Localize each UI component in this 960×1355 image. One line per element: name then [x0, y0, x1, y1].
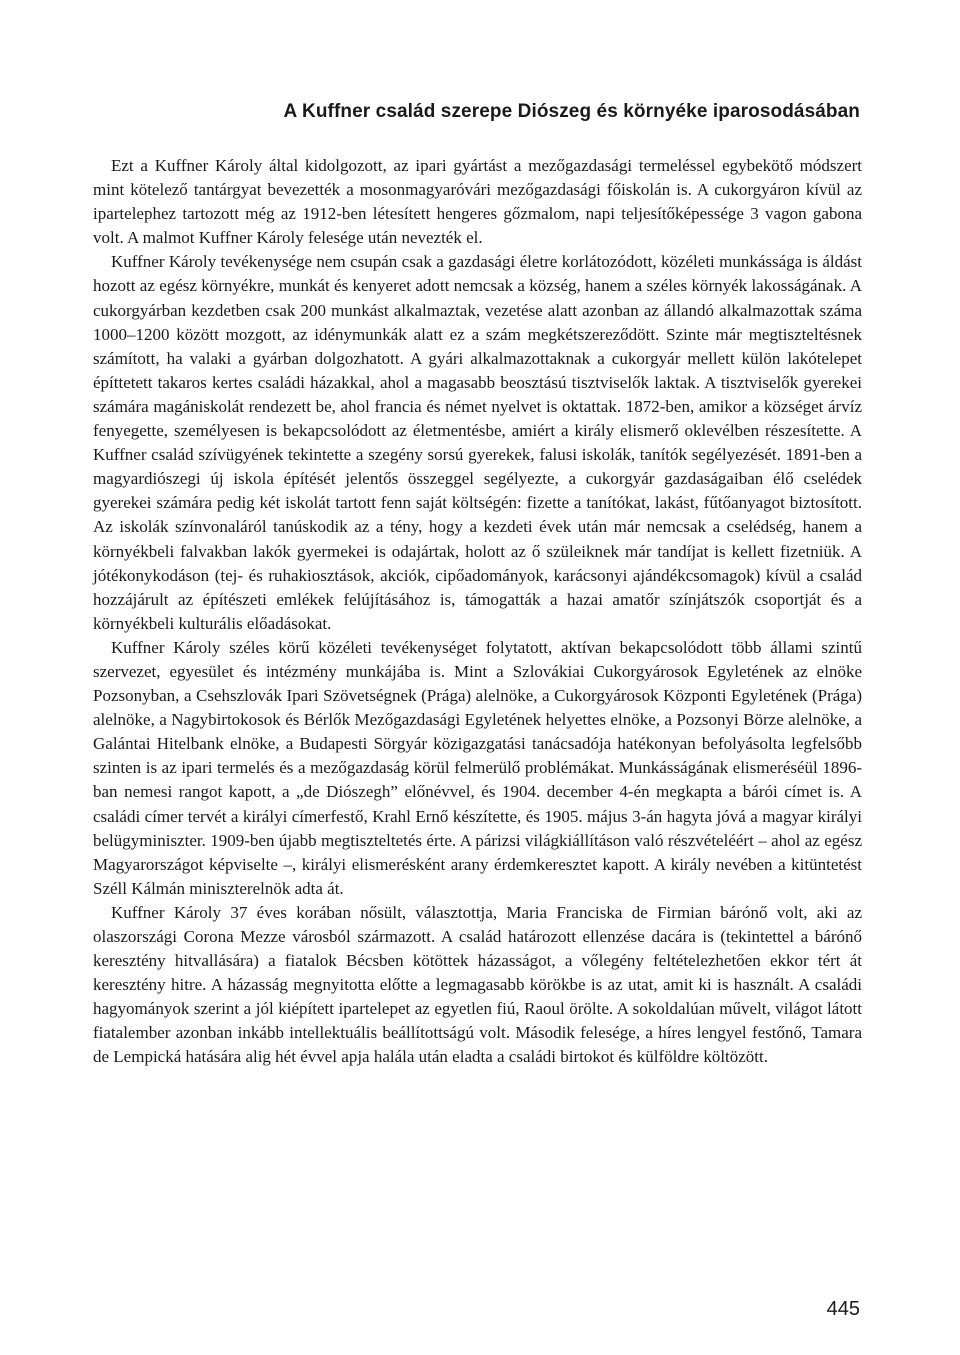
page-title: A Kuffner család szerepe Diószeg és környéke iparosodásában: [283, 101, 860, 122]
page-number: 445: [826, 1298, 860, 1320]
paragraph: Kuffner Károly 37 éves korában nősült, választottja, Maria Franciska de Firmian bárónő volt, aki az olaszországi Corona Mezze városból származott. A család határozott ellenzése dacára is (tekintettel a bárónő keresztény hitvallására) a fiatalok Bécsben kötöttek házasságot, a vőlegény feltételezhetően ekkor tért át keresztény hitre. A házasság megnyitotta előtte a legmagasabb körökbe is az utat, amit ki is használt. A családi hagyományok szerint a jól kiépített ipartelepet az egyetlen fiú, Raoul örölte. A sokoldalúan művelt, világot látott fiatalember azonban inkább intellektuális beállítottságú volt. Második felesége, a híres lengyel festőnő, Tamara de Lempická hatására alig hét évvel apja halála után eladta a családi birtokot és külföldre költözött.: [93, 902, 862, 1067]
paragraph: Ezt a Kuffner Károly által kidolgozott, az ipari gyártást a mezőgazdasági termeléssel egybekötő módszert mint kötelező tantárgyat bevezették a mosonmagyaróvári mezőgazdasági főiskolán is. A cukorgyáron kívül az ipartelephez tartozott még az 1912-ben létesített hengeres gőzmalom, napi teljesítőképessége 3 vagon gabona volt. A malmot Kuffner Károly felesége után nevezték el.: [93, 156, 862, 248]
paragraph: Kuffner Károly tevékenysége nem csupán csak a gazdasági életre korlátozódott, közéleti munkássága is áldást hozott az egész környékre, munkát és kenyeret adott nemcsak a község, hanem a széles környék lakosságának. A cukorgyárban kezdetben csak 200 munkást alkalmaztak, vezetése alatt azonban az állandó alkalmazottak száma 1000–1200 között mozgott, az idénymunkák alatt ez a szám megkétszereződött. Szinte már megtiszteltésnek számított, ha valaki a gyárban dolgozhatott. A gyári alkalmazottaknak a cukorgyár mellett külön lakótelepet építtetett takaros kertes családi házakkal, ahol a magasabb beosztású tisztviselők laktak. A tisztviselők gyerekei számára magániskolát rendezett be, ahol francia és német nyelvet is oktattak. 1872-ben, amikor a községet árvíz fenyegette, személyesen is bekapcsolódott az életmentésbe, amiért a király elismerő oklevélben részesítette. A Kuffner család szívügyének tekintette a szegény sorsú gyerekek, falusi iskolák, tanítók segélyezését. 1891-ben a magyardiószegi új iskola építését jelentős összeggel segélyezte, a cukorgyár gazdaságaiban élő cselédek gyerekei számára pedig két iskolát tartott fenn saját költségén: fizette a tanítókat, lakást, fűtőanyagot biztosított. Az iskolák színvonaláról tanúskodik az a tény, hogy a kezdeti évek után már nemcsak a cselédség, hanem a környékbeli falvakban lakók gyermekei is odajártak, holott az ő szüleiknek már tandíjat is kellett fizetniük. A jótékonykodáson (tej- és ruhakiosztások, akciók, cipőadományok, karácsonyi ajándékcsomagok) kívül a család hozzájárult az építészeti emlékek felújításához is, támogatták a hazai amatőr színjátszók csoportját és a környékbeli kulturális előadásokat.: [93, 252, 862, 633]
body-text: [93, 154, 862, 1070]
paragraph: Kuffner Károly széles körű közéleti tevékenységet folytatott, aktívan bekapcsolódott több állami szintű szervezet, egyesület és intézmény munkájába is. Mint a Szlovákiai Cukorgyárosok Egyletének az elnöke Pozsonyban, a Csehszlovák Ipari Szövetségnek (Prága) alelnöke, a Cukorgyárosok Központi Egyletének (Prága) alelnöke, a Nagybirtokosok és Bérlők Mezőgazdasági Egyletének helyettes elnöke, a Pozsonyi Börze alelnöke, a Galántai Hitelbank elnöke, a Budapesti Sörgyár közigazgatási tanácsadója hatékonyan befolyásolta legfelsőbb szinten is az ipari termelés és a mezőgazdaság körül felmerülő problémákat. Munkásságának elismeréséül 1896-ban nemesi rangot kapott, a „de Diószegh” előnévvel, és 1904. december 4-én megkapta a bárói címet is. A családi címer tervét a királyi címerfestő, Krahl Ernő készítette, és 1905. május 3-án hagyta jóvá a magyar királyi belügyminiszter. 1909-ben újabb megtiszteltetés érte. A párizsi világkiállításon való részvételéért – ahol az egész Magyarországot képviselte –, királyi elismerésként arany érdemkeresztet kapott. A király nevében a kitüntetést Széll Kálmán miniszterelnök adta át.: [93, 637, 862, 898]
